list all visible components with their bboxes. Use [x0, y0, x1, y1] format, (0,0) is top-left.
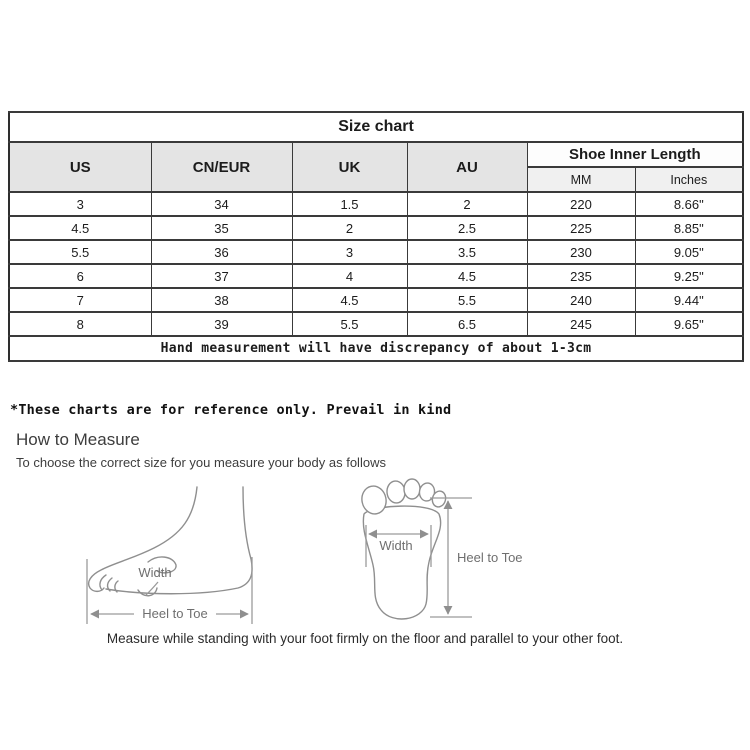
measurement-discrepancy-note: Hand measurement will have discrepancy of about 1-3cm — [9, 336, 743, 361]
table-row: 3 34 1.5 2 220 8.66" — [9, 192, 743, 216]
measure-instruction-caption: Measure while standing with your foot firmly on the floor and parallel to your other foot. — [106, 631, 624, 646]
column-header-cneur: CN/EUR — [151, 142, 292, 192]
table-title: Size chart — [9, 112, 743, 142]
column-header-shoe-inner-length: Shoe Inner Length — [527, 142, 743, 167]
table-row: 8 39 5.5 6.5 245 9.65" — [9, 312, 743, 336]
top-view-foot-drawing — [359, 479, 522, 619]
side-view-width-label: Width — [138, 565, 172, 580]
table-row: 5.5 36 3 3.5 230 9.05" — [9, 240, 743, 264]
table-title-row — [9, 112, 743, 142]
side-view-foot-drawing — [87, 487, 252, 624]
column-header-us: US — [9, 142, 151, 192]
column-header-mm: MM — [527, 167, 635, 192]
top-view-width-label: Width — [379, 538, 413, 553]
column-header-au: AU — [407, 142, 527, 192]
table-row: 4.5 35 2 2.5 225 8.85" — [9, 216, 743, 240]
reference-disclaimer: *These charts are for reference only. Prevail in kind — [10, 402, 452, 418]
big-toe — [359, 484, 388, 516]
side-view-heel-to-toe-label: Heel to Toe — [142, 606, 208, 621]
table-row: 6 37 4 4.5 235 9.25" — [9, 264, 743, 288]
how-to-measure-subheading: To choose the correct size for you measure your body as follows — [16, 455, 386, 470]
column-header-uk: UK — [292, 142, 407, 192]
column-header-inches: Inches — [635, 167, 743, 192]
table-footnote-row — [9, 336, 743, 361]
size-chart-table — [8, 111, 744, 362]
table-header-row — [9, 142, 743, 167]
how-to-measure-heading: How to Measure — [16, 430, 140, 449]
measurement-diagram — [0, 477, 750, 632]
table-row: 7 38 4.5 5.5 240 9.44" — [9, 288, 743, 312]
top-view-heel-to-toe-label: Heel to Toe — [457, 550, 523, 565]
